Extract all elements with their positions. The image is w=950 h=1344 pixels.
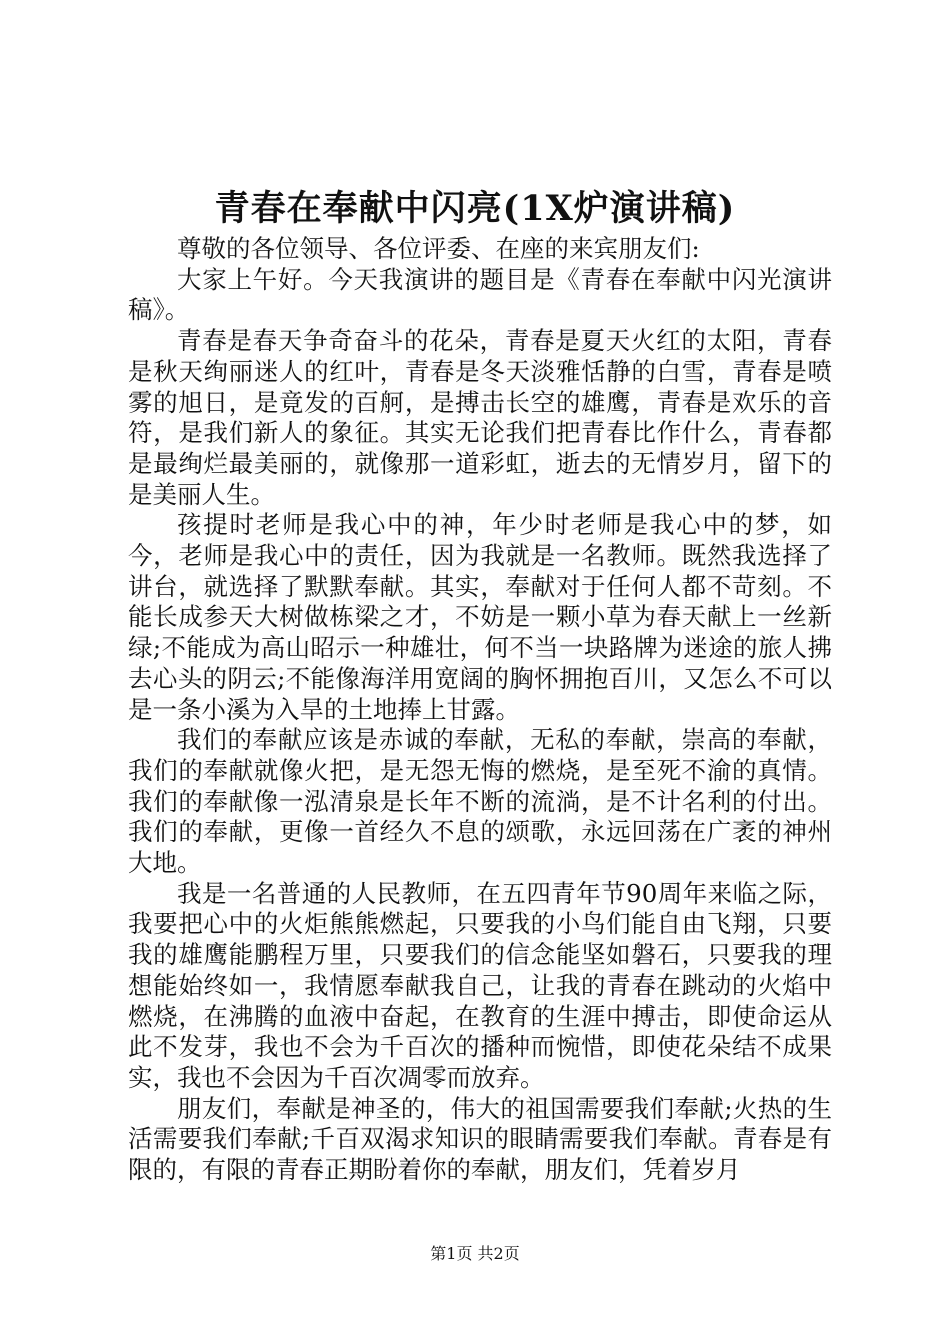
body-paragraph-4: 我们的奉献应该是赤诚的奉献，无私的奉献，崇高的奉献，我们的奉献就像火把，是无怨无悔的燃烧，是至死不渝的真情。我们的奉献像一泓清泉是长年不断的流淌，是不计名利的付出。我们的奉献，更像一首经久不息的颂歌，永远回荡在广袤的神州大地。: [128, 725, 832, 878]
page-number-footer: 第1页 共2页: [430, 1244, 520, 1263]
body-paragraph-5: 我是一名普通的人民教师，在五四青年节90周年来临之际，我要把心中的火炬熊熊燃起，只要我的小鸟们能自由飞翔，只要我的雄鹰能鹏程万里，只要我们的信念能坚如磐石，只要我的理想能始终如一，我情愿奉献我自己，让我的青春在跳动的火焰中燃烧，在沸腾的血液中奋起，在教育的生涯中搏击，即使命运从此不发芽，我也不会为千百次的播种而惋惜，即使花朵结不成果实，我也不会因为千百次凋零而放弃。: [128, 878, 832, 1092]
document-body: [128, 234, 832, 1186]
body-paragraph-2: 青春是春天争奇奋斗的花朵，青春是夏天火红的太阳，青春是秋天绚丽迷人的红叶，青春是冬天淡雅恬静的白雪，青春是喷雾的旭日，是竟发的百舸，是搏击长空的雄鹰，青春是欢乐的音符，是我们新人的象征。其实无论我们把青春比作什么，青春都是最绚烂最美丽的，就像那一道彩虹，逝去的无情岁月，留下的是美丽人生。: [128, 326, 832, 509]
body-paragraph-6: 朋友们，奉献是神圣的，伟大的祖国需要我们奉献;火热的生活需要我们奉献;千百双渴求知识的眼睛需要我们奉献。青春是有限的，有限的青春正期盼着你的奉献，朋友们，凭着岁月: [128, 1093, 832, 1185]
salutation-paragraph: 尊敬的各位领导、各位评委、在座的来宾朋友们:: [177, 234, 700, 263]
body-paragraph-3: 孩提时老师是我心中的神，年少时老师是我心中的梦，如今，老师是我心中的责任，因为我就是一名教师。既然我选择了讲台，就选择了默默奉献。其实，奉献对于任何人都不苛刻。不能长成参天大树做栋梁之才，不妨是一颗小草为春天献上一丝新绿;不能成为高山昭示一种雄壮，何不当一块路牌为迷途的旅人拂去心头的阴云;不能像海洋用宽阔的胸怀拥抱百川，又怎么不可以是一条小溪为入旱的土地捧上甘露。: [128, 510, 832, 724]
body-paragraph-1: 大家上午好。今天我演讲的题目是《青春在奉献中闪光演讲稿》。: [128, 264, 832, 325]
document-title: 青春在奉献中闪亮(1X炉演讲稿): [214, 188, 736, 229]
